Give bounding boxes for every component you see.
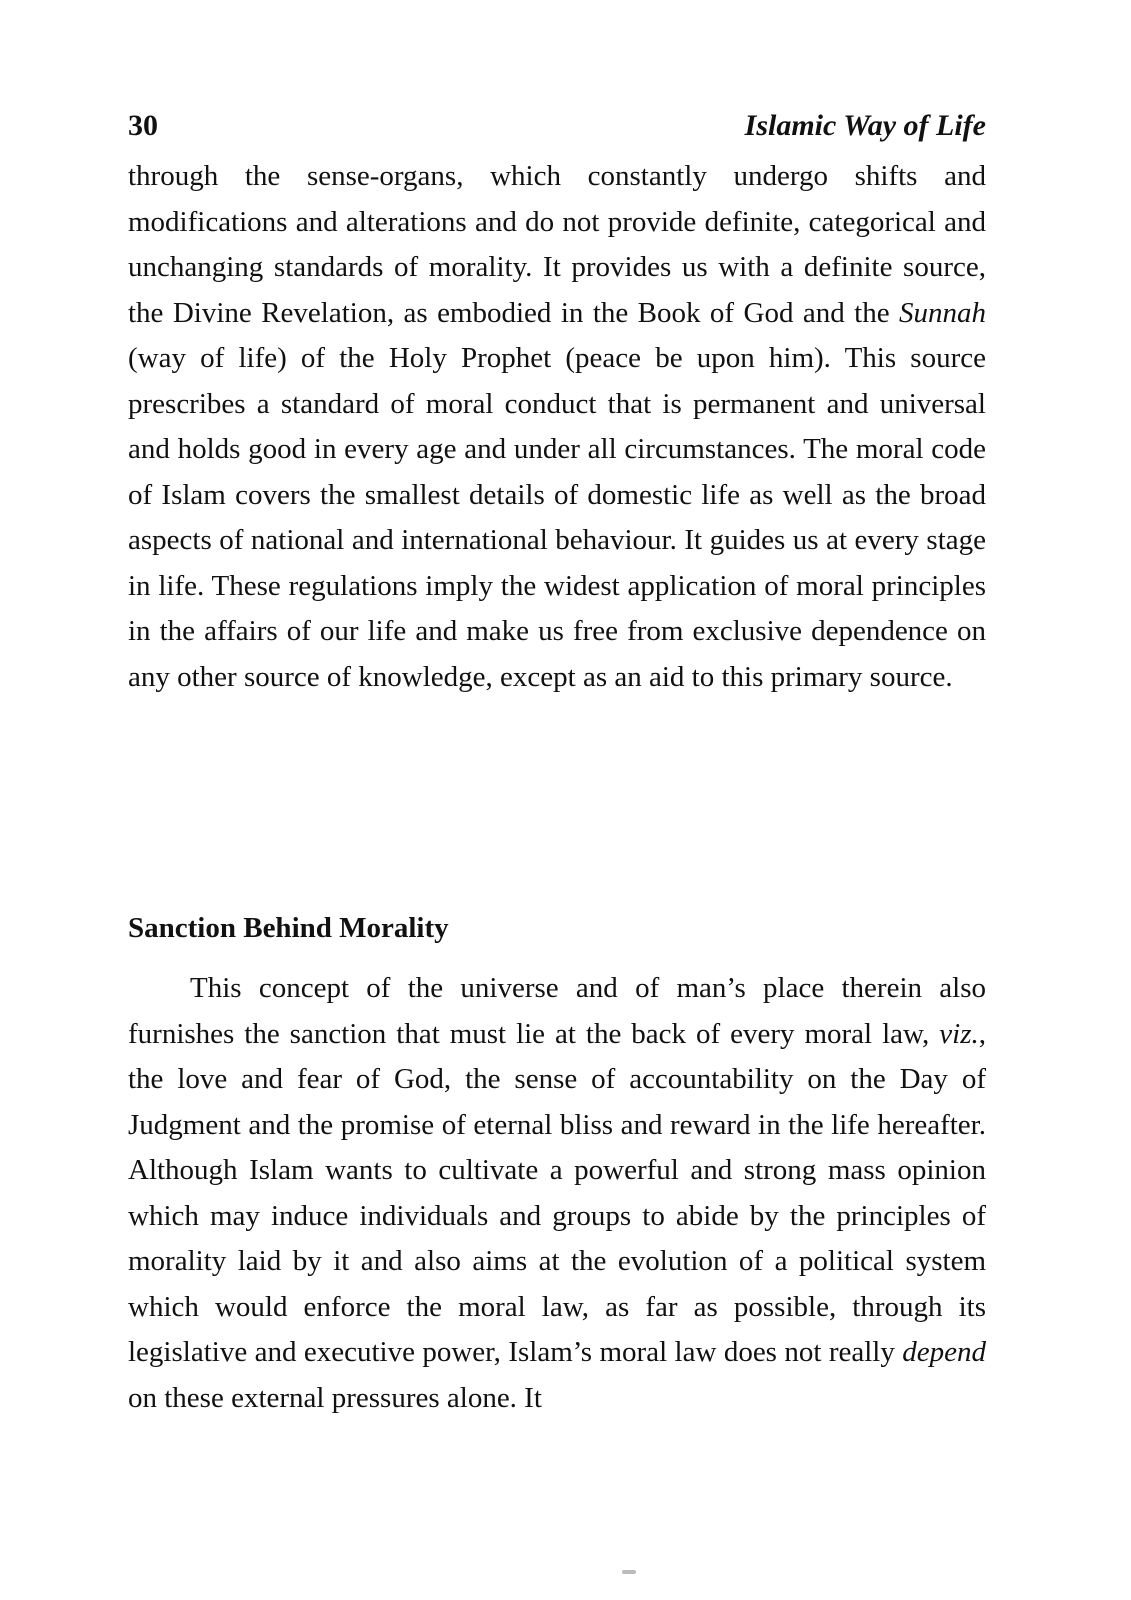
- page-number: 30: [128, 109, 158, 142]
- running-title: Islamic Way of Life: [744, 109, 986, 142]
- italic-term-viz: viz.: [939, 1017, 979, 1050]
- paragraph-sanction: [128, 966, 986, 1421]
- section-heading: Sanction Behind Morality: [128, 912, 449, 944]
- scan-speck: [622, 1570, 636, 1574]
- paragraph-text: on these external pressures alone. It: [128, 1381, 542, 1414]
- italic-term-sunnah: Sunnah: [899, 296, 986, 329]
- page-header: [128, 104, 986, 154]
- paragraph-text: (way of life) of the Holy Prophet (peace be upon him). This source prescribes a standard of moral conduct that is permanent and universal and holds good in every age and under all circumstances. The moral code of Islam covers the smallest details of domestic life as well as the broad aspects of national and international behaviour. It guides us at every stage in life. These regulations imply the widest application of moral principles in the affairs of our life and make us free from exclusive dependence on any other source of knowledge, except as an aid to this primary source.: [128, 342, 986, 693]
- paragraph-text: This concept of the universe and of man’s place therein also furnishes the sanction that must lie at the back of every moral law,: [128, 972, 986, 1050]
- paragraph-text: , the love and fear of God, the sense of accountability on the Day of Judgment and the promise of eternal bliss and reward in the life hereafter. Although Islam wants to cultivate a powerful and strong mass opinion which may induce individuals and groups to abide by the principles of morality laid by it and also aims at the evolution of a political system which would enforce the moral law, as far as possible, through its legislative and executive power, Islam’s moral law does not really: [128, 1017, 986, 1368]
- paragraph-morality-source: [128, 154, 986, 700]
- paragraph-text: through the sense-organs, which constantly undergo shifts and modifications and alterations and do not provide definite, categorical and unchanging standards of morality. It provides us with a definite source, the Divine Revelation, as embodied in the Book of God and the: [128, 160, 986, 329]
- italic-term-depend: depend: [902, 1336, 986, 1368]
